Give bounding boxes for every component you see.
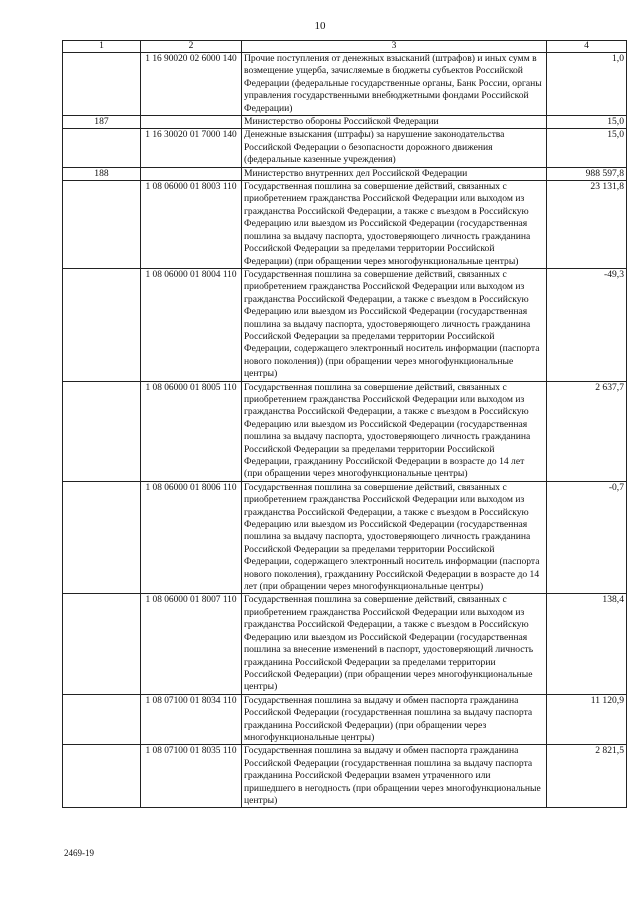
description-cell: Прочие поступления от денежных взысканий (штрафов) и иных сумм в возмещение ущерба, зачисляемые в бюджеты субъектов Российской Федерации (федеральные государственные органы, Банк России, органы управления государственными внебюджетными фондами Российской Федерации) (242, 53, 547, 116)
table-header-row (63, 41, 627, 53)
table-row (63, 268, 627, 381)
table-row (63, 167, 627, 180)
description-cell: Государственная пошлина за совершение действий, связанных с приобретением гражданства Российской Федерации или выходом из гражданства Российской Федерации, а также с въездом в Российскую Федерацию или выездом из Российской Федерации (государственная пошлина за выдачу паспорта, удостоверяющего личность гражданина Российской Федерации за пределами территории Российской Федерации) (при обращении через многофункциональные центры) (242, 181, 547, 269)
amount-cell: 988 597,8 (547, 167, 627, 180)
table-row (63, 745, 627, 808)
description-cell: Министерство внутренних дел Российской Федерации (242, 167, 547, 180)
description-cell: Государственная пошлина за выдачу и обмен паспорта гражданина Российской Федерации (государственная пошлина за выдачу паспорта гражданина Российской Федерации взамен утраченного или пришедшего в негодность (при обращении через многофункциональные центры) (242, 745, 547, 808)
table-body (63, 53, 627, 808)
budget-code-cell: 1 16 30020 01 7000 140 (141, 129, 242, 167)
description-cell: Государственная пошлина за совершение действий, связанных с приобретением гражданства Российской Федерации или выходом из гражданства Российской Федерации, а также с въездом в Российскую Федерацию или выездом из Российской Федерации (государственная пошлина за внесение изменений в паспорт, удостоверяющий личность гражданина Российской Федерации за пределами территории Российской Федерации) (при обращении через многофункциональные центры) (242, 594, 547, 694)
column-header: 1 (63, 41, 141, 53)
table-row (63, 694, 627, 745)
description-cell: Денежные взыскания (штрафы) за нарушение законодательства Российской Федерации о безопасности дорожного движения (федеральные казенные учреждения) (242, 129, 547, 167)
revenue-table (62, 40, 627, 808)
description-cell: Государственная пошлина за совершение действий, связанных с приобретением гражданства Российской Федерации или выходом из гражданства Российской Федерации, а также с въездом в Российскую Федерацию или выездом из Российской Федерации (государственная пошлина за выдачу паспорта, удостоверяющего личность гражданина Российской Федерации за пределами территории Российской Федерации, содержащего электронный носитель информации (паспорта нового поколения), гражданину Российской Федерации в возрасте до 14 лет (при обращении через многофункциональные центры) (242, 481, 547, 594)
table-row (63, 594, 627, 694)
document-code: 2469-19 (64, 848, 94, 858)
table-row (63, 481, 627, 594)
budget-code-cell: 1 08 06000 01 8003 110 (141, 181, 242, 269)
table-row (63, 129, 627, 167)
column-header: 4 (547, 41, 627, 53)
amount-cell: 2 637,7 (547, 381, 627, 481)
budget-code-cell: 1 08 07100 01 8035 110 (141, 745, 242, 808)
budget-code-cell: 1 08 06000 01 8005 110 (141, 381, 242, 481)
description-cell: Государственная пошлина за совершение действий, связанных с приобретением гражданства Российской Федерации или выходом из гражданства Российской Федерации, а также с въездом в Российскую Федерацию или выездом из Российской Федерации (государственная пошлина за выдачу паспорта, удостоверяющего личность гражданина Российской Федерации за пределами территории Российской Федерации, гражданину Российской Федерации в возрасте до 14 лет (при обращении через многофункциональные центры) (242, 381, 547, 481)
amount-cell: 2 821,5 (547, 745, 627, 808)
budget-code-cell: 1 08 06000 01 8007 110 (141, 594, 242, 694)
row-number-cell (63, 129, 141, 167)
description-cell: Государственная пошлина за совершение действий, связанных с приобретением гражданства Российской Федерации или выходом из гражданства Российской Федерации, а также с въездом в Российскую Федерацию или выездом из Российской Федерации (государственная пошлина за выдачу паспорта, удостоверяющего личность гражданина Российской Федерации за пределами территории Российской Федерации, содержащего электронный носитель информации (паспорта нового поколения)) (при обращении через многофункциональные центры) (242, 268, 547, 381)
amount-cell: 138,4 (547, 594, 627, 694)
row-number-cell (63, 381, 141, 481)
table-row (63, 116, 627, 129)
row-number-cell (63, 745, 141, 808)
amount-cell: -49,3 (547, 268, 627, 381)
budget-code-cell: 1 08 06000 01 8004 110 (141, 268, 242, 381)
row-number-cell (63, 181, 141, 269)
budget-code-cell: 1 08 07100 01 8034 110 (141, 694, 242, 745)
amount-cell: 15,0 (547, 129, 627, 167)
amount-cell: -0,7 (547, 481, 627, 594)
column-header: 3 (242, 41, 547, 53)
table-row (63, 181, 627, 269)
row-number-cell (63, 594, 141, 694)
row-number-cell: 187 (63, 116, 141, 129)
row-number-cell: 188 (63, 167, 141, 180)
description-cell: Министерство обороны Российской Федерации (242, 116, 547, 129)
budget-code-cell: 1 16 90020 02 6000 140 (141, 53, 242, 116)
budget-code-cell: 1 08 06000 01 8006 110 (141, 481, 242, 594)
column-header: 2 (141, 41, 242, 53)
table-row (63, 381, 627, 481)
budget-code-cell (141, 167, 242, 180)
row-number-cell (63, 53, 141, 116)
row-number-cell (63, 694, 141, 745)
page-number: 10 (314, 20, 326, 32)
table-row (63, 53, 627, 116)
description-cell: Государственная пошлина за выдачу и обмен паспорта гражданина Российской Федерации (государственная пошлина за выдачу паспорта гражданина Российской Федерации) (при обращении через многофункциональные центры) (242, 694, 547, 745)
budget-code-cell (141, 116, 242, 129)
row-number-cell (63, 268, 141, 381)
amount-cell: 11 120,9 (547, 694, 627, 745)
row-number-cell (63, 481, 141, 594)
amount-cell: 23 131,8 (547, 181, 627, 269)
amount-cell: 15,0 (547, 116, 627, 129)
amount-cell: 1,0 (547, 53, 627, 116)
